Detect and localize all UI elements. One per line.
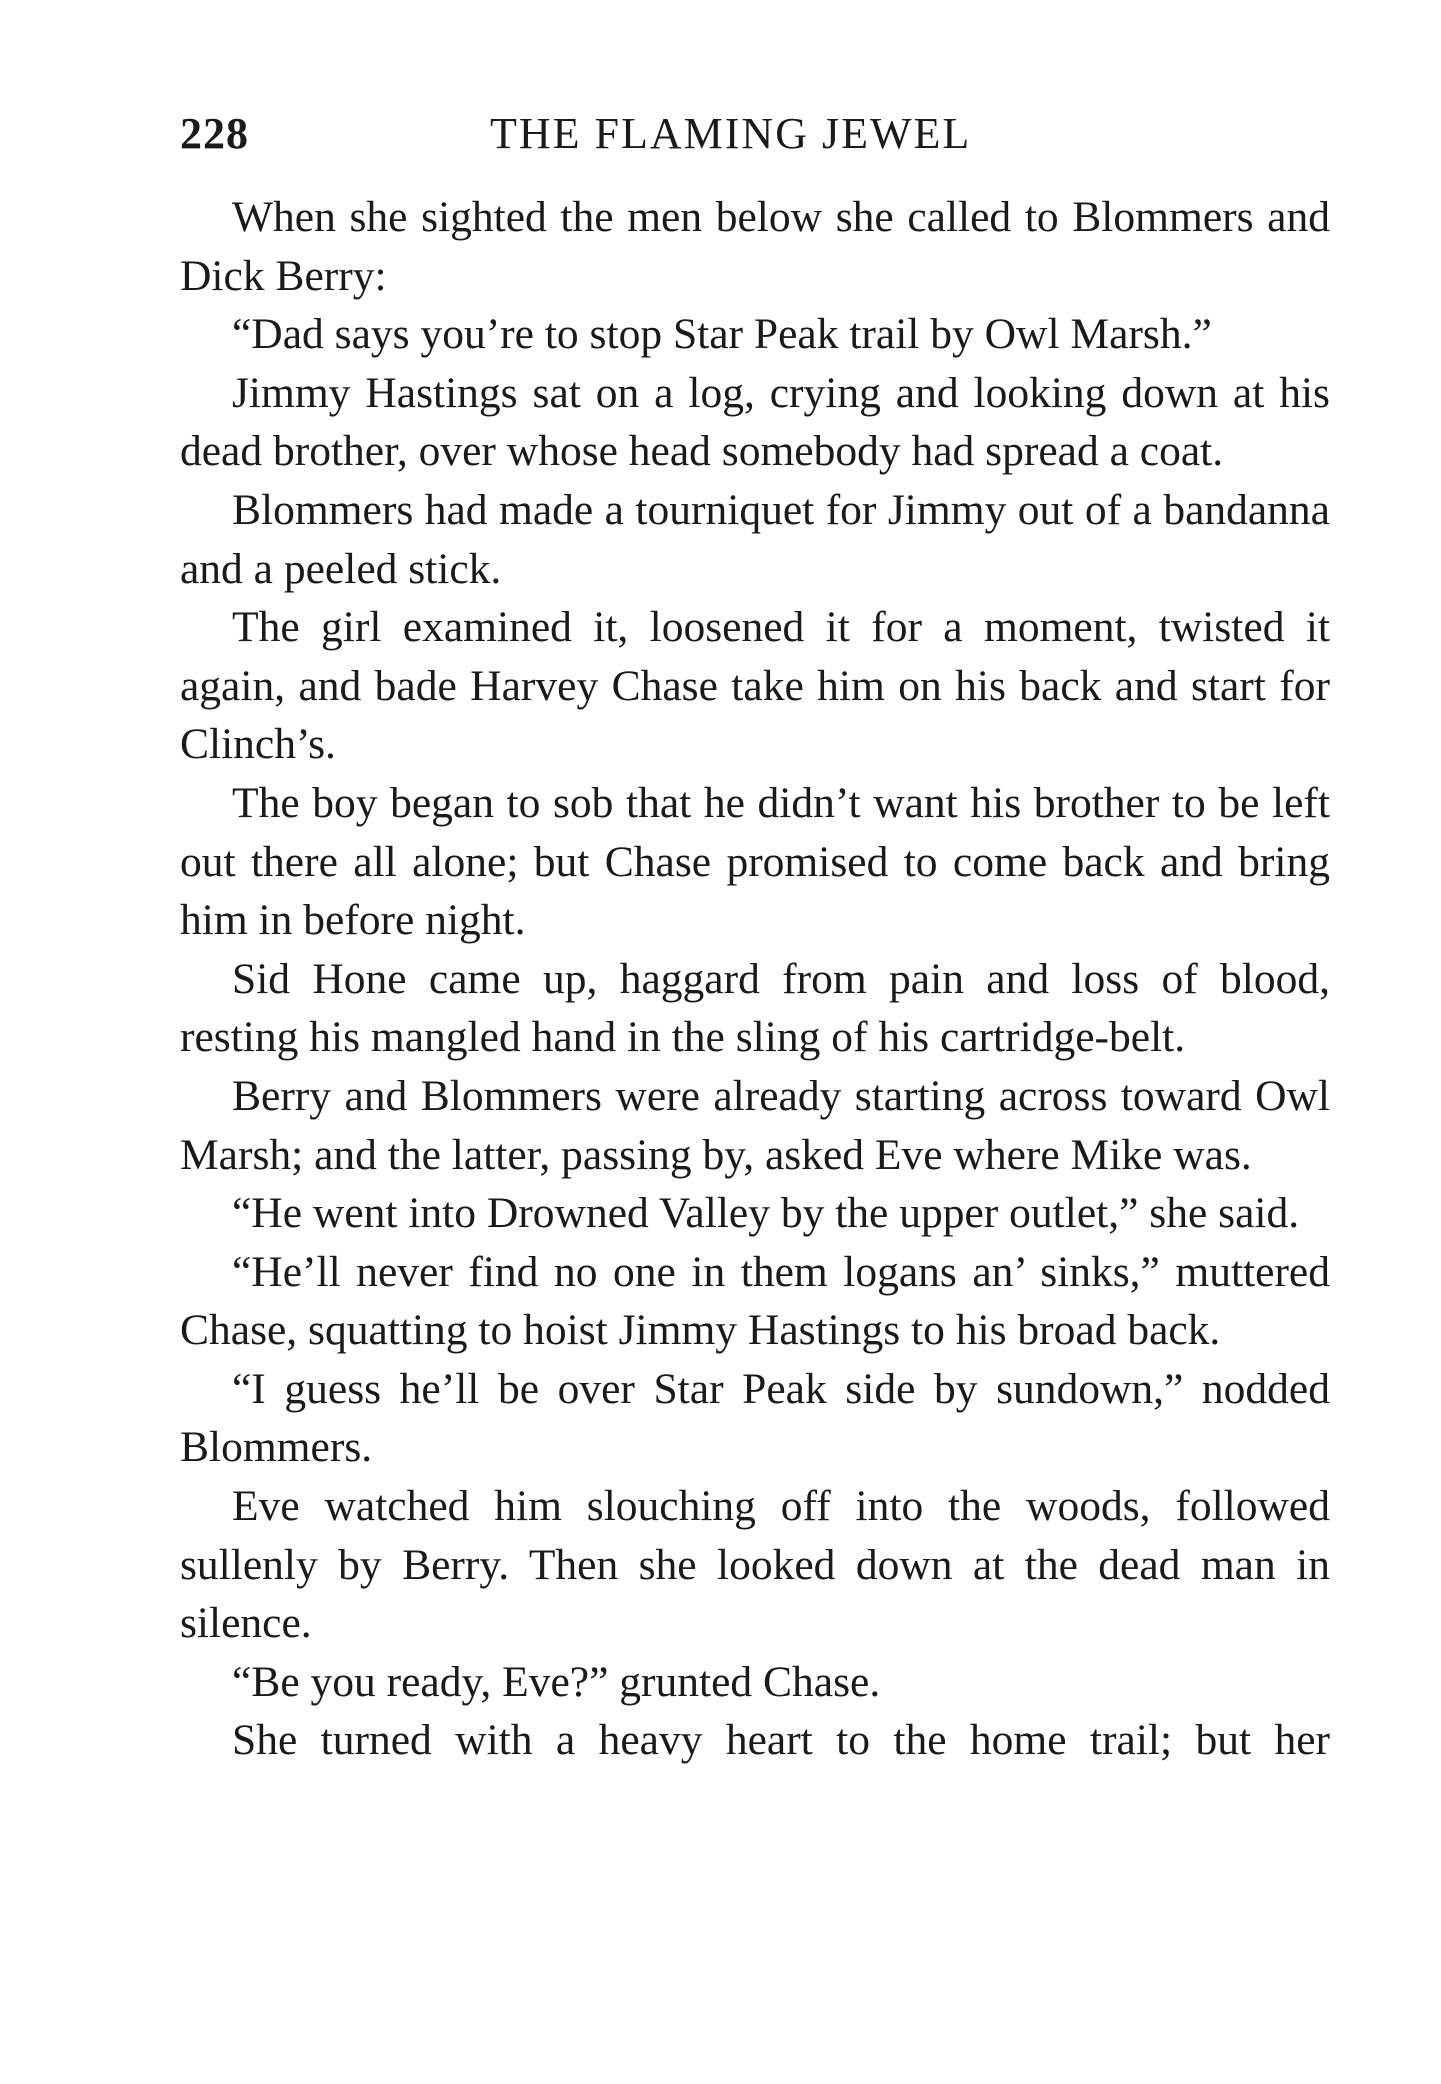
running-title: THE FLAMING JEWEL <box>490 109 972 158</box>
paragraph: When she sighted the men below she called to Blommers and Dick Berry: <box>180 193 1330 300</box>
paragraph: Eve watched him slouching off into the woods, followed sullenly by Berry. Then she looked down at the dead man in silence. <box>180 1482 1330 1648</box>
page-number: 228 <box>180 109 249 158</box>
paragraph: The boy began to sob that he didn’t want his brother to be left out there all alone; but Chase promised to come back and bring him in before night. <box>180 778 1330 945</box>
paragraph: “I guess he’ll be over Star Peak side by sundown,” nodded Blommers. <box>180 1364 1330 1472</box>
paragraph: The girl examined it, loosened it for a moment, twisted it again, and bade Harvey Chase take him on his back and start for Clinch’s. <box>180 603 1330 769</box>
paragraph: Sid Hone came up, haggard from pain and loss of blood, resting his mangled hand in the sling of his cartridge-belt. <box>180 954 1330 1062</box>
paragraph: Blommers had made a tourniquet for Jimmy out of a bandanna and a peeled stick. <box>180 485 1330 593</box>
paragraph: Jimmy Hastings sat on a log, crying and looking down at his dead brother, over whose head somebody had spread a coat. <box>180 368 1330 476</box>
paragraph: “Dad says you’re to stop Star Peak trail by Owl Marsh.” <box>232 310 1212 359</box>
body-text <box>180 188 1330 1770</box>
paragraph: “He’ll never find no one in them logans an’ sinks,” muttered Chase, squatting to hoist Jimmy Hastings to his broad back. <box>180 1247 1330 1355</box>
paragraph: “He went into Drowned Valley by the upper outlet,” she said. <box>232 1189 1300 1238</box>
running-head <box>180 108 1330 168</box>
paragraph: “Be you ready, Eve?” grunted Chase. <box>232 1657 881 1706</box>
paragraph: She turned with a heavy heart to the home trail; but her <box>232 1716 1330 1765</box>
paragraph: Berry and Blommers were already starting across toward Owl Marsh; and the latter, passing by, asked Eve where Mike was. <box>180 1071 1330 1179</box>
